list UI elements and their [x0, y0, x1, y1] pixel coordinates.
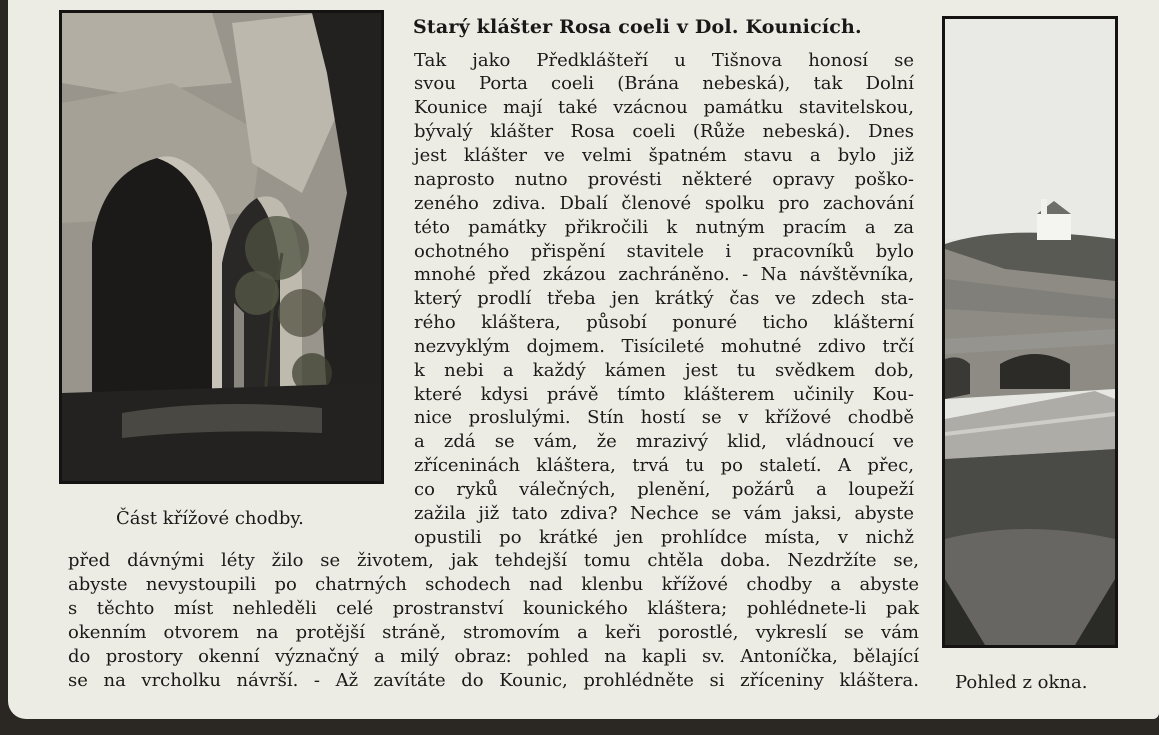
- text-line: zeného zdiva. Dbalí členové spolku pro zachování: [414, 193, 914, 214]
- text-line: zříceninách kláštera, trvá tu po staletí. A přec,: [414, 455, 914, 476]
- text-line: které kdysi právě tímto klášterem učinily Kou-: [414, 384, 914, 405]
- text-line: se na vrcholku návrší. - Až zavítáte do Kounic, prohlédněte si zříceniny kláštera.: [68, 670, 919, 691]
- text-line: před dávnými léty žilo se životem, jak tehdejší tomu chtěla doba. Nezdržíte se,: [68, 550, 919, 571]
- cloister-illustration: [62, 13, 381, 481]
- text-line: k nebi a každý kámen jest tu svědkem dob,: [414, 360, 914, 381]
- text-line: zažila již tato zdiva? Nechce se vám jaksi, abyste: [414, 503, 914, 524]
- text-line: opustili po krátké jen prohlídce místa, v nichž: [414, 527, 914, 548]
- text-line: bývalý klášter Rosa coeli (Růže nebeská). Dnes: [414, 121, 914, 142]
- text-line: mnohé před zkázou zachráněno. - Na návštěvníka,: [414, 264, 914, 285]
- window-view-illustration: [945, 19, 1115, 645]
- right-photo-caption: Pohled z okna.: [955, 672, 1088, 693]
- text-line: Tak jako Předklášteří u Tišnova honosí se: [414, 50, 914, 71]
- text-line: rého kláštera, působí ponuré ticho klášterní: [414, 312, 914, 333]
- text-line: s těchto míst nehleděli celé prostranství kounického kláštera; pohlédnete-li pak: [68, 598, 919, 619]
- text-line: naprosto nutno provésti některé opravy poško-: [414, 169, 914, 190]
- text-line: abyste nevystoupili po chatrných schodech nad klenbu křížové chodby a abyste: [68, 574, 919, 595]
- window-view-photo: [942, 16, 1118, 648]
- text-line: co ryků válečných, plenění, požárů a loupeží: [414, 479, 914, 500]
- article-title: Starý klášter Rosa coeli v Dol. Kounicích.: [413, 16, 862, 38]
- text-line: nice proslulými. Stín hostí se v křížové chodbě: [414, 407, 914, 428]
- cloister-photo: [59, 10, 384, 484]
- left-photo-caption: Část křížové chodby.: [116, 508, 304, 529]
- text-line: do prostory okenní význačný a milý obraz: pohled na kapli sv. Antoníčka, bělající: [68, 646, 919, 667]
- text-line: nezvyklým dojmem. Tisícileté mohutné zdivo trčí: [414, 336, 914, 357]
- text-line: ochotného přispění stavitele i pracovníků bylo: [414, 241, 914, 262]
- text-line: jest klášter ve velmi špatném stavu a bylo již: [414, 145, 914, 166]
- card-edge-shadow: [0, 719, 1159, 735]
- text-line: který prodlí třeba jen krátký čas ve zdech sta-: [414, 288, 914, 309]
- text-line: okenním otvorem na protější stráně, stromovím a keři porostlé, vykreslí se vám: [68, 622, 919, 643]
- text-line: této památky přikročili k nutným pracím a za: [414, 217, 914, 238]
- text-line: Kounice mají také vzácnou památku stavitelskou,: [414, 97, 914, 118]
- text-line: a zdá se vám, že mrazivý klid, vládnoucí ve: [414, 431, 914, 452]
- text-line: svou Porta coeli (Brána nebeská), tak Dolní: [414, 73, 914, 94]
